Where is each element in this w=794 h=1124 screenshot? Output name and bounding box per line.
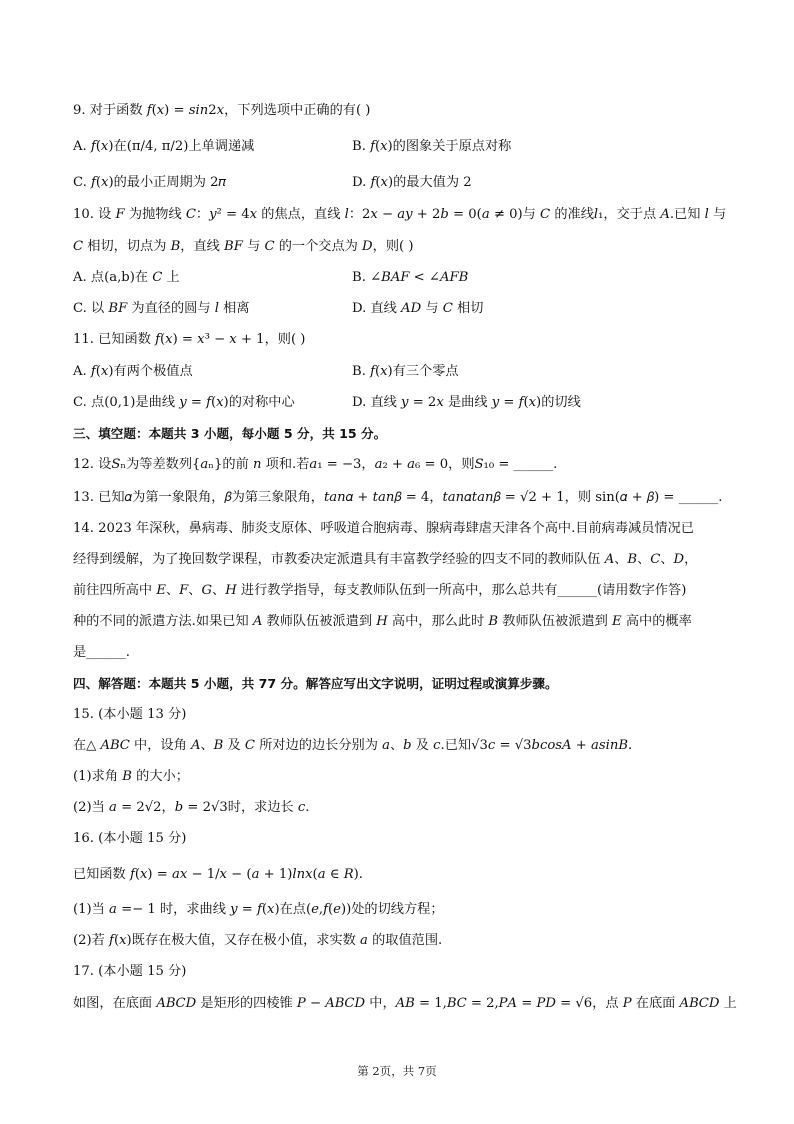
line-text: 𝐶 相切，切点为 𝐵，直线 𝐵𝐹 与 𝐶 的一个交点为 𝐷，则( ) <box>73 239 414 254</box>
line-text: (2)当 𝑎 = 2√2，𝑏 = 2√3时，求边长 𝑐. <box>73 800 310 815</box>
text-line <box>73 174 734 192</box>
line-text: 已知函数 𝑓(𝑥) = 𝑎𝑥 − 1/𝑥 − (𝑎 + 1)𝑙𝑛𝑥(𝑎 ∈ 𝑅). <box>73 867 363 882</box>
line-text: (2)若 𝑓(𝑥)既存在极大值，又存在极小值，求实数 𝑎 的取值范围. <box>73 933 443 948</box>
line-text: 12. 设𝑆ₙ为等差数列{𝑎ₙ}的前 𝑛 项和.若𝑎₁ = −3，𝑎₂ + 𝑎₆ = 0，则𝑆₁₀ = ______. <box>73 457 558 472</box>
text-line <box>73 300 734 318</box>
line-text: 9. 对于函数 𝑓(𝑥) = 𝑠𝑖𝑛2𝑥，下列选项中正确的有( ) <box>73 103 371 118</box>
line-text: A. 𝑓(𝑥)在(π/4, π/2)上单调递减 <box>73 139 255 154</box>
line-text: 如图，在底面 𝐴𝐵𝐶𝐷 是矩形的四棱锥 𝑃 − 𝐴𝐵𝐶𝐷 中，𝐴𝐵 = 1,𝐵𝐶 = 2,𝑃𝐴 = 𝑃𝐷 = √6，点 𝑃 在底面 𝐴𝐵𝐶𝐷 上 <box>73 996 737 1011</box>
text-line <box>73 238 734 256</box>
option-right: B. 𝑓(𝑥)有三个零点 <box>352 364 459 379</box>
text-line <box>73 768 734 786</box>
line-text: 前往四所高中 𝐸、𝐹、𝐺、𝐻 进行教学指导，每支教师队伍到一所高中，那么总共有______(请用数字作答) <box>73 583 687 598</box>
text-line <box>73 206 734 224</box>
text-line <box>73 269 734 287</box>
option-right: B. ∠𝐵𝐴𝐹 < ∠𝐴𝐹𝐵 <box>352 270 469 285</box>
line-text: 11. 已知函数 𝑓(𝑥) = 𝑥³ − 𝑥 + 1，则( ) <box>73 332 306 347</box>
text-line <box>73 551 734 569</box>
text-line <box>73 394 734 412</box>
line-text: A. 点(a,b)在 𝐶 上 <box>73 270 180 285</box>
text-line <box>73 963 734 981</box>
line-text: 13. 已知𝛼为第一象限角，𝛽为第三象限角，𝑡𝑎𝑛𝛼 + 𝑡𝑎𝑛𝛽 = 4，𝑡𝑎𝑛𝛼𝑡𝑎𝑛𝛽 = √2 + 1，则 sin(𝛼 + 𝛽) = ______. <box>73 490 723 505</box>
text-line <box>73 331 734 349</box>
line-text: 三、填空题：本题共 3 小题，每小题 5 分，共 15 分。 <box>73 426 387 441</box>
option-right: B. 𝑓(𝑥)的图象关于原点对称 <box>352 139 512 154</box>
text-line <box>73 582 734 600</box>
line-text: 14. 2023 年深秋，鼻病毒、肺炎支原体、呼吸道合胞病毒、腺病毒肆虐天津各个高中.目前病毒减员情况已 <box>73 521 694 536</box>
section-heading <box>73 425 734 443</box>
text-line <box>73 520 734 538</box>
option-right: D. 直线 𝑦 = 2𝑥 是曲线 𝑦 = 𝑓(𝑥)的切线 <box>352 395 581 410</box>
text-line <box>73 995 737 1013</box>
line-text: 种的不同的派遣方法.如果已知 𝐴 教师队伍被派遣到 𝐻 高中，那么此时 𝐵 教师队伍被派遣到 𝐸 高中的概率 <box>73 614 692 629</box>
section-heading <box>73 675 734 693</box>
text-line <box>73 706 734 724</box>
text-line <box>73 932 734 950</box>
text-line <box>73 138 734 156</box>
line-text: 经得到缓解，为了挽回数学课程，市教委决定派遣具有丰富教学经验的四支不同的教师队伍 𝐴、𝐵、𝐶、𝐷， <box>73 552 698 567</box>
line-text: A. 𝑓(𝑥)有两个极值点 <box>73 364 193 379</box>
line-text: C. 𝑓(𝑥)的最小正周期为 2𝜋 <box>73 175 227 190</box>
option-right: D. 𝑓(𝑥)的最大值为 2 <box>352 175 472 190</box>
line-text: 在△ 𝐴𝐵𝐶 中，设角 𝐴、𝐵 及 𝐶 所对边的边长分别为 𝑎、𝑏 及 𝑐.已知√3𝑐 = √3𝑏𝑐𝑜𝑠𝐴 + 𝑎𝑠𝑖𝑛𝐵. <box>73 738 633 753</box>
text-line <box>73 613 734 631</box>
line-text: 16. (本小题 15 分) <box>73 831 187 846</box>
text-line <box>73 102 734 120</box>
text-line <box>73 644 734 662</box>
line-text: 10. 设 𝐹 为抛物线 𝐶：𝑦² = 4𝑥 的焦点，直线 𝑙：2𝑥 − 𝑎𝑦 + 2𝑏 = 0(𝑎 ≠ 0)与 𝐶 的准线𝑙₁，交于点 𝐴.已知 𝑙 与 <box>73 207 727 222</box>
text-line <box>73 489 734 507</box>
text-line <box>73 866 734 884</box>
option-right: D. 直线 𝐴𝐷 与 𝐶 相切 <box>352 301 484 316</box>
line-text: 是______. <box>73 645 130 660</box>
text-line <box>73 363 734 381</box>
page-footer: 第 2页，共 7页 <box>357 1064 437 1078</box>
line-text: C. 点(0,1)是曲线 𝑦 = 𝑓(𝑥)的对称中心 <box>73 395 295 410</box>
text-line <box>73 456 734 474</box>
line-text: (1)当 𝑎 =− 1 时，求曲线 𝑦 = 𝑓(𝑥)在点(𝑒,𝑓(𝑒))处的切线方程； <box>73 902 444 917</box>
line-text: (1)求角 𝐵 的大小； <box>73 769 189 784</box>
text-line <box>73 901 734 919</box>
text-line <box>73 830 734 848</box>
line-text: C. 以 𝐵𝐹 为直径的圆与 𝑙 相离 <box>73 301 250 316</box>
line-text: 15. (本小题 13 分) <box>73 707 187 722</box>
text-line <box>73 737 734 755</box>
line-text: 17. (本小题 15 分) <box>73 964 187 979</box>
line-text: 四、解答题：本题共 5 小题，共 77 分。解答应写出文字说明，证明过程或演算步骤。 <box>73 676 558 691</box>
text-line <box>73 799 734 817</box>
